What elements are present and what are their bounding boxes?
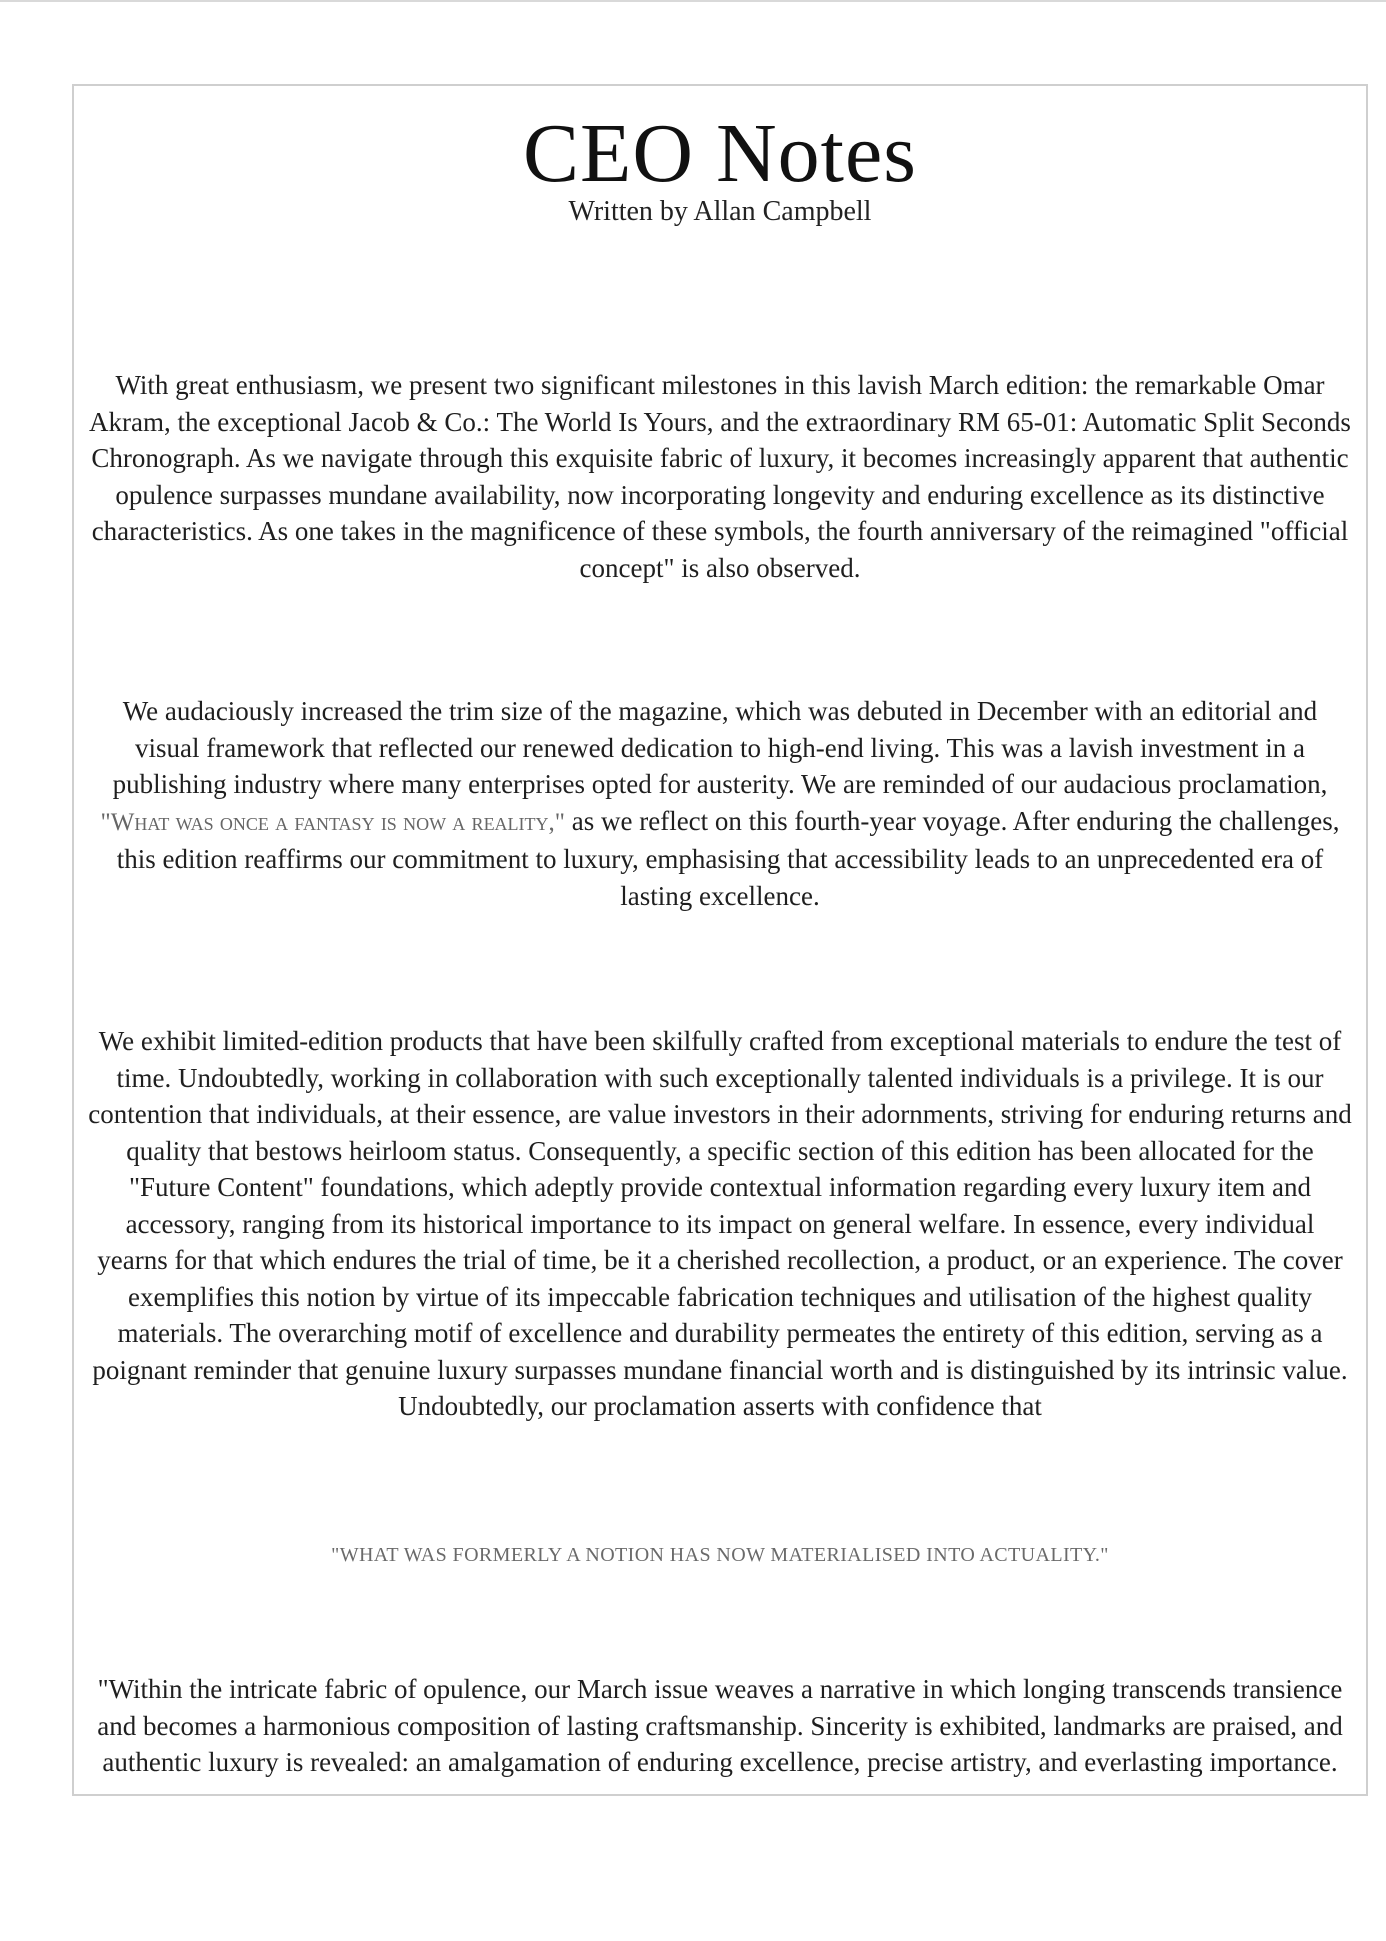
paragraph-limited-edition: We exhibit limited-edition products that have been skilfully crafted from exceptional materials to endure the test of time. Undoubtedly, working in collaboration with such exceptionally talented individuals is a privilege. It is our contention that individuals, at their essence, are value investors in their adornments, striving for enduring returns and quality that bestows heirloom status. Consequently, a specific section of this edition has been allocated for the "Future Content" foundations, which adeptly provide contextual information regarding every luxury item and accessory, ranging from its historical importance to its impact on general welfare. In essence, every individual yearns for that which endures the trial of time, be it a cherished recollection, a product, or an experience. The cover exemplifies this notion by virtue of its impeccable fabrication techniques and utilisation of the highest quality materials. The overarching motif of excellence and durability permeates the entirety of this edition, serving as a poignant reminder that genuine luxury surpasses mundane financial worth and is distinguished by its intrinsic value. Undoubtedly, our proclamation asserts with confidence that — [88, 1026, 1352, 1421]
inline-quote: "What was once a fantasy is now a reality," — [100, 808, 565, 836]
pull-quote: "WHAT WAS FORMERLY A NOTION HAS NOW MATERIALISED INTO ACTUALITY." — [331, 1544, 1109, 1566]
article-frame — [72, 84, 1368, 1796]
page-title: CEO Notes — [523, 107, 917, 200]
paragraph-text: as we reflect on this fourth-year voyage. After enduring the challenges, this edition reaffirms our commitment to luxury, emphasising that accessibility leads to an unprecedented era of lasting excellence. — [116, 805, 1340, 911]
paragraph-text: We audaciously increased the trim size of the magazine, which was debuted in December with an editorial and visual framework that reflected our renewed dedication to high-end living. This was a lavish investment in a publishing industry where many enterprises opted for austerity. We are reminded of our audacious proclamation, — [112, 696, 1328, 799]
top-divider — [0, 0, 1386, 2]
paragraph-closing: "Within the intricate fabric of opulence, our March issue weaves a narrative in which longing transcends transience and becomes a harmonious composition of lasting craftsmanship. Sincerity is exhibited, landmarks are praised, and authentic luxury is revealed: an amalgamation of enduring excellence, precise artistry, and everlasting importance. — [97, 1674, 1343, 1777]
paragraph-intro: With great enthusiasm, we present two significant milestones in this lavish March edition: the remarkable Omar Akram, the exceptional Jacob & Co.: The World Is Yours, and the extraordinary RM 65-01: Automatic Split Seconds Chronograph. As we navigate through this exquisite fabric of luxury, it becomes increasingly apparent that authentic opulence surpasses mundane availability, now incorporating longevity and enduring excellence as its distinctive characteristics. As one takes in the magnificence of these symbols, the fourth anniversary of the reimagined "official concept" is also observed. — [89, 370, 1351, 583]
paragraph-trim-size — [88, 693, 1352, 914]
author-byline: Written by Allan Campbell — [568, 196, 872, 227]
